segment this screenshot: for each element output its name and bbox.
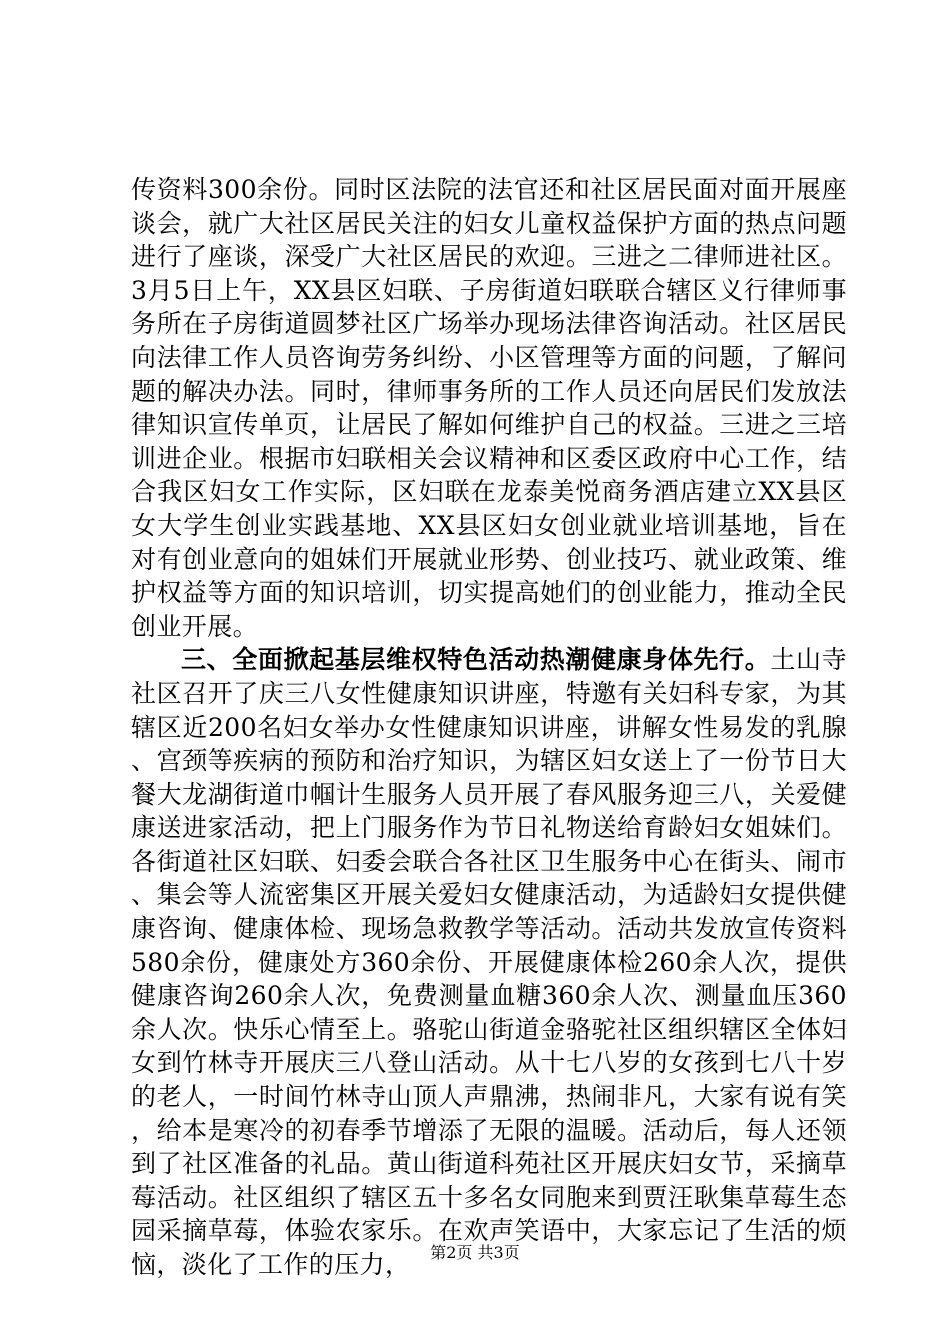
paragraph-text: 土山寺社区召开了庆三八女性健康知识讲座，特邀有关妇科专家，为其辖区近200名妇女举办女性健康知识讲座，讲解女性易发的乳腺、宫颈等疾病的预防和治疗知识，为辖区妇女送上了一份节日大餐大龙湖街道巾帼计生服务人员开展了春风服务迎三八，关爱健康送进家活动，把上门服务作为节日礼物送给育龄妇女姐妹们。各街道社区妇联、妇委会联合各社区卫生服务中心在街头、闹市、集会等人流密集区开展关爱妇女健康活动，为适龄妇女提供健康咨询、健康体检、现场急救教学等活动。活动共发放宣传资料580余份，健康处方360余份、开展健康体检260余人次，提供健康咨询260余人次，免费测量血糖360余人次、测量血压360余人次。快乐心情至上。骆驼山街道金骆驼社区组织辖区全体妇女到竹林寺开展庆三八登山活动。从十七八岁的女孩到七八十岁的老人，一时间竹林寺山顶人声鼎沸，热闹非凡，大家有说有笑，给本是寒冷的初春季节增添了无限的温暖。活动后，每人还领到了社区准备的礼品。黄山街道科苑社区开展庆妇女节，采摘草莓活动。社区组织了辖区五十多名女同胞来到贾汪耿集草莓生态园采摘草莓，体验农家乐。在欢声笑语中，大家忘记了生活的烦恼，淡化了工作的压力，: [131, 645, 848, 1279]
page-footer: 第2页 共3页: [430, 1243, 520, 1262]
paragraph-continuation: [131, 173, 847, 643]
document-body: [131, 173, 847, 1282]
paragraph-section-three: [131, 643, 847, 1281]
section-heading: 三、全面掀起基层维权特色活动热潮健康身体先行。: [181, 645, 771, 675]
paragraph-text: 传资料300余份。同时区法院的法官还和社区居民面对面开展座谈会，就广大社区居民关注的妇女儿童权益保护方面的热点问题进行了座谈，深受广大社区居民的欢迎。三进之二律师进社区。3月5日上午，XX县区妇联、子房街道妇联联合辖区义行律师事务所在子房街道圆梦社区广场举办现场法律咨询活动。社区居民向法律工作人员咨询劳务纠纷、小区管理等方面的问题，了解问题的解决办法。同时，律师事务所的工作人员还向居民们发放法律知识宣传单页，让居民了解如何维护自己的权益。三进之三培训进企业。根据市妇联相关会议精神和区委区政府中心工作，结合我区妇女工作实际，区妇联在龙泰美悦商务酒店建立XX县区女大学生创业实践基地、XX县区妇女创业就业培训基地，旨在对有创业意向的姐妹们开展就业形势、创业技巧、就业政策、维护权益等方面的知识培训，切实提高她们的创业能力，推动全民创业开展。: [131, 175, 847, 641]
